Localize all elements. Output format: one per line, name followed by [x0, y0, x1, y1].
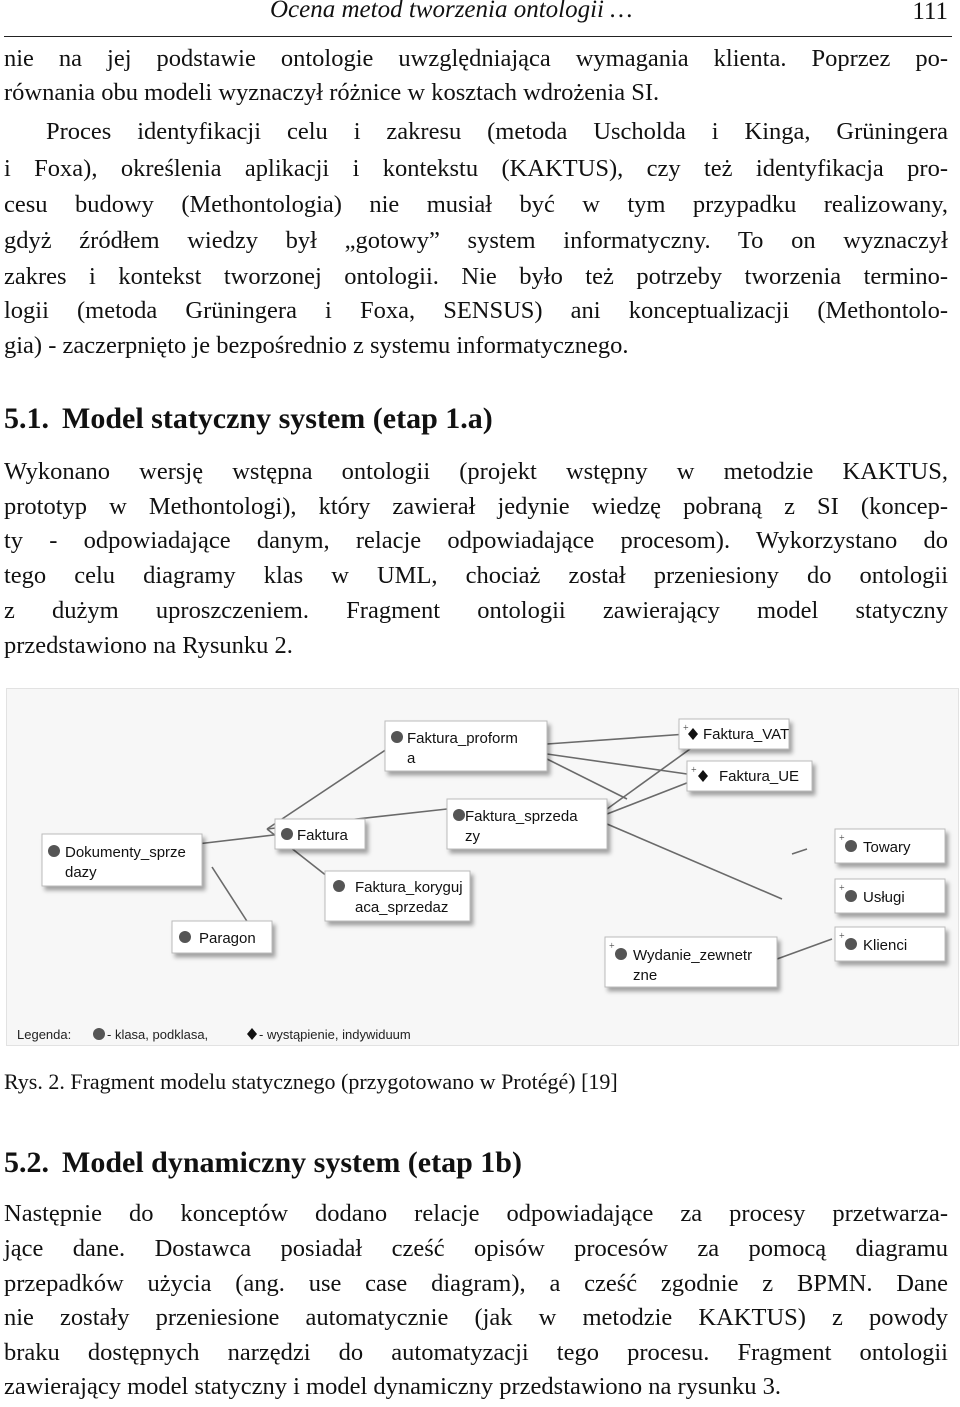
edge	[607, 744, 697, 809]
paragraph-line: Następnie do konceptów dodano relacje odpowiadające za procesy przetwarza-	[4, 1200, 948, 1227]
section-heading-5-2	[4, 1146, 522, 1180]
paragraph-line: logii (metoda Grüningera i Foxa, SENSUS) ani konceptualizacji (Methontolo-	[4, 297, 948, 324]
paragraph-line: przepadków użycia (ang. use case diagram), a cześć zgodnie z BPMN. Dane	[4, 1270, 948, 1297]
node-label: Faktura_VAT	[703, 726, 790, 743]
edge	[547, 734, 687, 744]
edge	[547, 759, 627, 799]
class-dot-icon	[48, 845, 60, 857]
section-title: Model statyczny system (etap 1.a)	[62, 402, 493, 435]
paragraph-line: Wykonano wersję wstępna ontologii (projekt wstępny w metodzie KAKTUS,	[4, 458, 948, 485]
header-rule	[4, 36, 952, 37]
section-title: Model dynamiczny system (etap 1b)	[62, 1146, 522, 1179]
figure-caption: Rys. 2. Fragment modelu statycznego (przygotowano w Protégé) [19]	[4, 1069, 618, 1094]
node-label: dazy	[65, 864, 97, 881]
edge	[547, 754, 687, 774]
paragraph-line: cesu budowy (Methontologia) nie musiał być w tym przypadku realizowany,	[4, 191, 948, 218]
node-label: Faktura_sprzeda	[465, 808, 578, 825]
section-number: 5.2.	[4, 1146, 49, 1179]
legend-individual-text: - wystąpienie, indywiduum	[259, 1027, 411, 1042]
figure-legend	[17, 1027, 411, 1042]
paragraph-line: Proces identyfikacji celu i zakresu (metoda Uscholda i Kinga, Grüningera	[46, 118, 948, 145]
class-dot-icon	[179, 931, 191, 943]
node-label: Towary	[863, 839, 911, 856]
edge	[607, 824, 782, 899]
class-dot-icon	[615, 948, 627, 960]
class-dot-icon	[281, 828, 293, 840]
page-number: 111	[912, 0, 948, 25]
running-header-title: Ocena metod tworzenia ontologii …	[270, 0, 633, 23]
node-label: a	[407, 750, 416, 767]
edge	[212, 867, 252, 929]
expand-plus-icon[interactable]: +	[839, 931, 845, 942]
individual-diamond-icon	[247, 1028, 257, 1040]
node-label: Faktura_koryguj	[355, 879, 463, 896]
node-label: zne	[633, 967, 658, 984]
node-label: Dokumenty_sprze	[65, 844, 186, 861]
node-label: Paragon	[199, 930, 256, 947]
section-number: 5.1.	[4, 402, 49, 435]
paragraph-line: nie na jej podstawie ontologie uwzględniająca wymagania klienta. Poprzez po-	[4, 45, 948, 72]
paragraph-line: prototyp w Methontologi), który zawierał jedynie wiedzę pobraną z SI (koncep-	[4, 493, 948, 520]
legend-class-text: - klasa, podklasa,	[107, 1027, 209, 1042]
class-dot-icon	[845, 890, 857, 902]
class-dot-icon	[391, 731, 403, 743]
paragraph-line: gdyż źródłem wiedzy był „gotowy” system informatyczny. To on wyznaczył	[4, 227, 948, 254]
expand-plus-icon[interactable]: +	[609, 941, 615, 952]
class-dot-icon	[453, 809, 465, 821]
paragraph-line: braku dostępnych narzędzi do automatyzacji tego procesu. Fragment ontologii	[4, 1339, 948, 1366]
class-dot-icon	[845, 938, 857, 950]
paragraph-line: z dużym uproszczeniem. Fragment ontologii zawierający model statyczny	[4, 597, 948, 624]
paragraph-line: zakres i kontekst tworzonej ontologii. Nie było też potrzeby tworzenia termino-	[4, 263, 948, 290]
expand-plus-icon[interactable]: +	[691, 765, 697, 776]
paragraph-line: jące dane. Dostawca posiadał cześć opisów procesów za pomocą diagramu	[4, 1235, 948, 1262]
paragraph-line: równania obu modeli wyznaczył różnice w kosztach wdrożenia SI.	[4, 79, 660, 106]
section-heading-5-1	[4, 402, 493, 436]
node-label: Usługi	[863, 889, 905, 906]
class-dot-icon	[333, 880, 345, 892]
node-label: aca_sprzedaz	[355, 899, 449, 916]
paragraph-line: ty - odpowiadające danym, relacje odpowiadające procesom). Wykorzystano do	[4, 527, 948, 554]
node-label: Faktura_UE	[719, 768, 800, 785]
edge	[197, 834, 282, 844]
node-label: zy	[465, 828, 480, 845]
node-label: Wydanie_zewnetr	[633, 947, 753, 964]
ontology-figure	[6, 688, 959, 1046]
edge	[792, 849, 807, 854]
paragraph-line: gia) - zaczerpnięto je bezpośrednio z systemu informatycznego.	[4, 332, 629, 359]
class-dot-icon	[845, 840, 857, 852]
paragraph-line: nie zostały przeniesione automatycznie (jak w metodzie KAKTUS) z powody	[4, 1304, 948, 1331]
legend-prefix: Legenda:	[17, 1027, 72, 1042]
ontology-graph	[7, 689, 958, 1045]
expand-plus-icon[interactable]: +	[683, 723, 689, 734]
node-label: Faktura_proform	[407, 730, 518, 747]
node-label: Faktura	[297, 827, 348, 844]
expand-plus-icon[interactable]: +	[839, 833, 845, 844]
expand-plus-icon[interactable]: +	[839, 883, 845, 894]
paragraph-line: przedstawiono na Rysunku 2.	[4, 632, 293, 659]
paragraph-line: zawierający model statyczny i model dynamiczny przedstawiono na rysunku 3.	[4, 1373, 781, 1400]
paragraph-line: i Foxa), określenia aplikacji i kontekstu (KAKTUS), czy też identyfikacja pro-	[4, 155, 948, 182]
node-label: Klienci	[863, 937, 908, 954]
class-dot-icon	[93, 1028, 105, 1040]
paragraph-line: tego celu diagramy klas w UML, chociaż został przeniesiony do ontologii	[4, 562, 948, 589]
edge	[777, 939, 832, 959]
